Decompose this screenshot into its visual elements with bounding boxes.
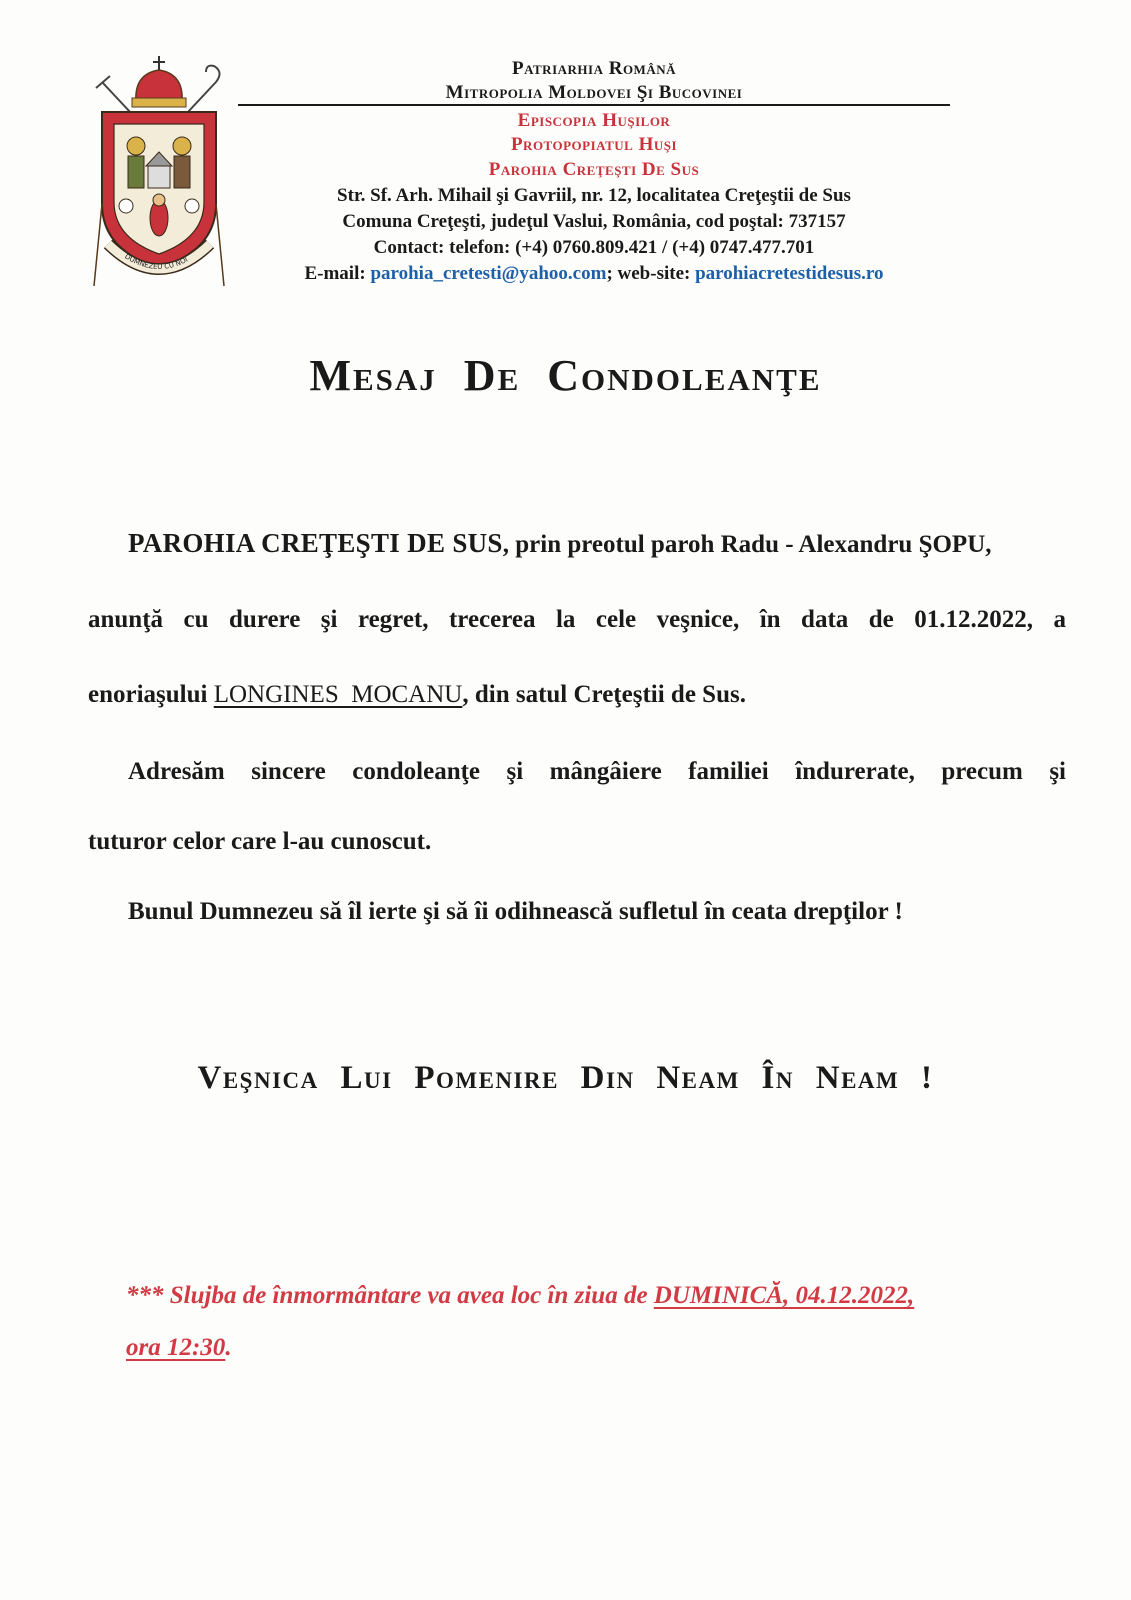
email-label: E-mail: xyxy=(304,263,366,284)
contact-web-line xyxy=(238,263,950,285)
funeral-date: DUMINICĂ, 04.12.2022, xyxy=(653,1282,915,1309)
website-label: web-site: xyxy=(617,263,691,284)
parish-mention: PAROHIA CREŢEŞTI DE SUS xyxy=(128,528,503,558)
paragraph-1-line-1 xyxy=(88,528,1066,559)
page-title: Mesaj De Condoleanţe xyxy=(309,351,822,400)
protopopiate-name: Protopopiatul Huşi xyxy=(510,134,678,155)
address-line-1: Str. Sf. Arh. Mihail şi Gavriil, nr. 12, localitatea Creţeştii de Sus xyxy=(337,185,851,206)
closing-blessing: Veşnica Lui Pomenire Din Neam În Neam ! xyxy=(197,1060,934,1096)
parishioner-label: enoriaşului xyxy=(88,681,214,708)
paragraph-2-line-1: Adresăm sincere condoleanţe şi mângâiere familiei îndurerate, precum şi xyxy=(128,758,1066,785)
paragraph-1-line-3 xyxy=(88,681,1066,709)
address-line-2: Comuna Creţeşti, judeţul Vaslui, România, cod poştal: 737157 xyxy=(342,211,846,232)
funeral-time-suffix: . xyxy=(225,1334,232,1361)
paragraph-1-line-2: anunţă cu durere şi regret, trecerea la cele veşnice, în data de 01.12.2022, a xyxy=(88,606,1066,633)
contact-phone: Contact: telefon: (+4) 0760.809.421 / (+4) 0747.477.701 xyxy=(373,237,815,258)
priest-mention: , prin preotul paroh Radu - Alexandru ŞOPU, xyxy=(502,531,992,558)
diocese-name: Episcopia Huşilor xyxy=(517,110,671,131)
email-separator: ; xyxy=(606,263,613,284)
paragraph-3: Bunul Dumnezeu să îl ierte şi să îi odihnească sufletul în ceata drepţilor ! xyxy=(128,898,903,925)
crest-inscription: DUMNEZEU CU NOI xyxy=(123,252,190,272)
website-link[interactable]: parohiacretestidesus.ro xyxy=(695,263,884,284)
parish-name: Parohia Creţeşti De Sus xyxy=(488,159,700,180)
episcopal-crest-icon xyxy=(88,54,230,300)
funeral-notice-text: *** Slujba de înmormântare va avea loc în ziua de xyxy=(126,1282,654,1309)
funeral-time: ora 12:30 xyxy=(126,1334,226,1361)
funeral-notice-line-2 xyxy=(126,1334,1006,1362)
header-rule xyxy=(238,104,950,106)
patriarchy-name: Patriarhia Română xyxy=(511,58,676,79)
village-mention: , din satul Creţeştii de Sus. xyxy=(462,681,746,708)
deceased-name: LONGINES MOCANU xyxy=(213,681,463,708)
paragraph-2-line-2: tuturor celor care l-au cunoscut. xyxy=(88,828,432,855)
email-link[interactable]: parohia_cretesti@yahoo.com xyxy=(370,263,607,284)
funeral-notice-line-1 xyxy=(126,1282,1006,1310)
metropolis-name: Mitropolia Moldovei Şi Bucovinei xyxy=(445,82,743,103)
